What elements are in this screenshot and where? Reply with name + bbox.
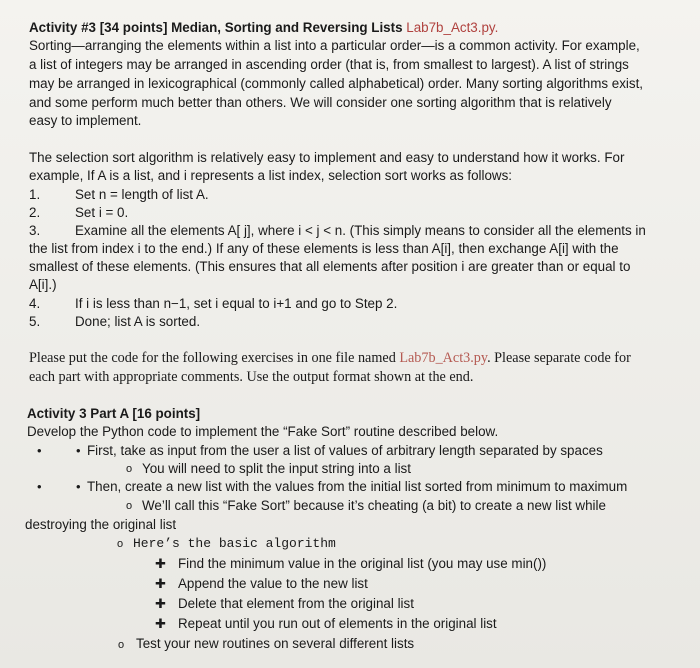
intro-line: easy to implement.	[29, 113, 142, 128]
step-number: 1.	[29, 187, 41, 202]
circle-bullet-icon: o	[117, 538, 124, 550]
step-number: 2.	[29, 205, 41, 220]
step-item	[29, 223, 646, 239]
intro-line: and some perform much better than others. We will consider one sorting algorithm that is relatively	[29, 95, 612, 110]
step-number: 5.	[29, 314, 41, 329]
bullet-icon: •	[76, 443, 81, 458]
instructions-post: . Please separate code for	[487, 350, 631, 366]
activity-title-text: Activity #3 [34 points] Median, Sorting and Reversing Lists	[29, 20, 403, 35]
instructions-pre: Please put the code for the following exercises in one file named	[29, 350, 400, 366]
algorithm-step: Find the minimum value in the original list (you may use min())	[178, 556, 547, 571]
bullet-icon: •	[76, 479, 81, 494]
algorithm-step: Repeat until you run out of elements in the original list	[178, 616, 497, 631]
plus-bullet-icon: ✚	[155, 616, 166, 631]
test-instruction: Test your new routines on several different lists	[136, 636, 415, 651]
step-item	[29, 314, 200, 330]
step-item	[29, 187, 209, 203]
circle-bullet-icon: o	[118, 639, 125, 651]
selection-intro-line: The selection sort algorithm is relatively easy to implement and easy to understand how it works. For	[29, 150, 625, 165]
step-continuation: the list from index i to the end.) If any of these elements is less than A[i], then exchange A[i] with the	[29, 241, 619, 256]
bullet-icon: •	[37, 443, 42, 458]
step-text: Set n = length of list A.	[75, 187, 209, 202]
intro-line: a list of integers may be arranged in ascending order (that is, from smallest to largest). A list of strings	[29, 57, 629, 72]
part-a-title: Activity 3 Part A [16 points]	[27, 406, 201, 421]
bullet-text: Then, create a new list with the values from the initial list sorted from minimum to maximum	[87, 479, 628, 494]
step-text: Done; list A is sorted.	[75, 314, 201, 329]
step-continuation: A[i].)	[29, 277, 57, 292]
step-text: Examine all the elements A[ j], where i < j < n. (This simply means to consider all the elements in	[75, 223, 646, 238]
step-text: Set i = 0.	[75, 205, 129, 220]
circle-bullet-icon: o	[126, 500, 133, 512]
activity-filename: Lab7b_Act3.py.	[406, 20, 499, 35]
intro-line: may be arranged in lexicographical (commonly called alphabetical) order. Many sorting algorithms exist,	[29, 76, 644, 91]
sub-bullet-text: We’ll call this “Fake Sort” because it’s cheating (a bit) to create a new list while	[142, 498, 606, 513]
step-number: 3.	[29, 223, 41, 238]
algorithm-title: Here’s the basic algorithm	[133, 536, 336, 551]
selection-intro-line: example, If A is a list, and i represents a list index, selection sort works as follows:	[29, 168, 513, 183]
step-item	[29, 296, 397, 312]
step-continuation: smallest of these elements. (This ensures that all elements after position i are greater than or equal to	[29, 259, 631, 274]
instructions-filename: Lab7b_Act3.py	[399, 350, 488, 366]
intro-line: Sorting—arranging the elements within a list into a particular order—is a common activity. For example,	[29, 38, 640, 53]
algorithm-step: Delete that element from the original list	[178, 596, 414, 611]
part-a-description: Develop the Python code to implement the “Fake Sort” routine described below.	[27, 424, 499, 439]
step-number: 4.	[29, 296, 41, 311]
sub-bullet-text: You will need to split the input string into a list	[142, 461, 411, 476]
circle-bullet-icon: o	[126, 463, 133, 475]
instructions-line: each part with appropriate comments. Use the output format shown at the end.	[29, 369, 474, 385]
activity-title	[29, 20, 498, 36]
algorithm-step: Append the value to the new list	[178, 576, 368, 591]
sub-bullet-continuation: destroying the original list	[25, 517, 177, 532]
bullet-icon: •	[37, 479, 42, 494]
bullet-text: First, take as input from the user a list of values of arbitrary length separated by spaces	[87, 443, 603, 458]
instructions-line	[29, 350, 631, 366]
plus-bullet-icon: ✚	[155, 576, 166, 591]
step-item	[29, 205, 128, 221]
step-text: If i is less than n−1, set i equal to i+1 and go to Step 2.	[75, 296, 398, 311]
plus-bullet-icon: ✚	[155, 556, 166, 571]
plus-bullet-icon: ✚	[155, 596, 166, 611]
